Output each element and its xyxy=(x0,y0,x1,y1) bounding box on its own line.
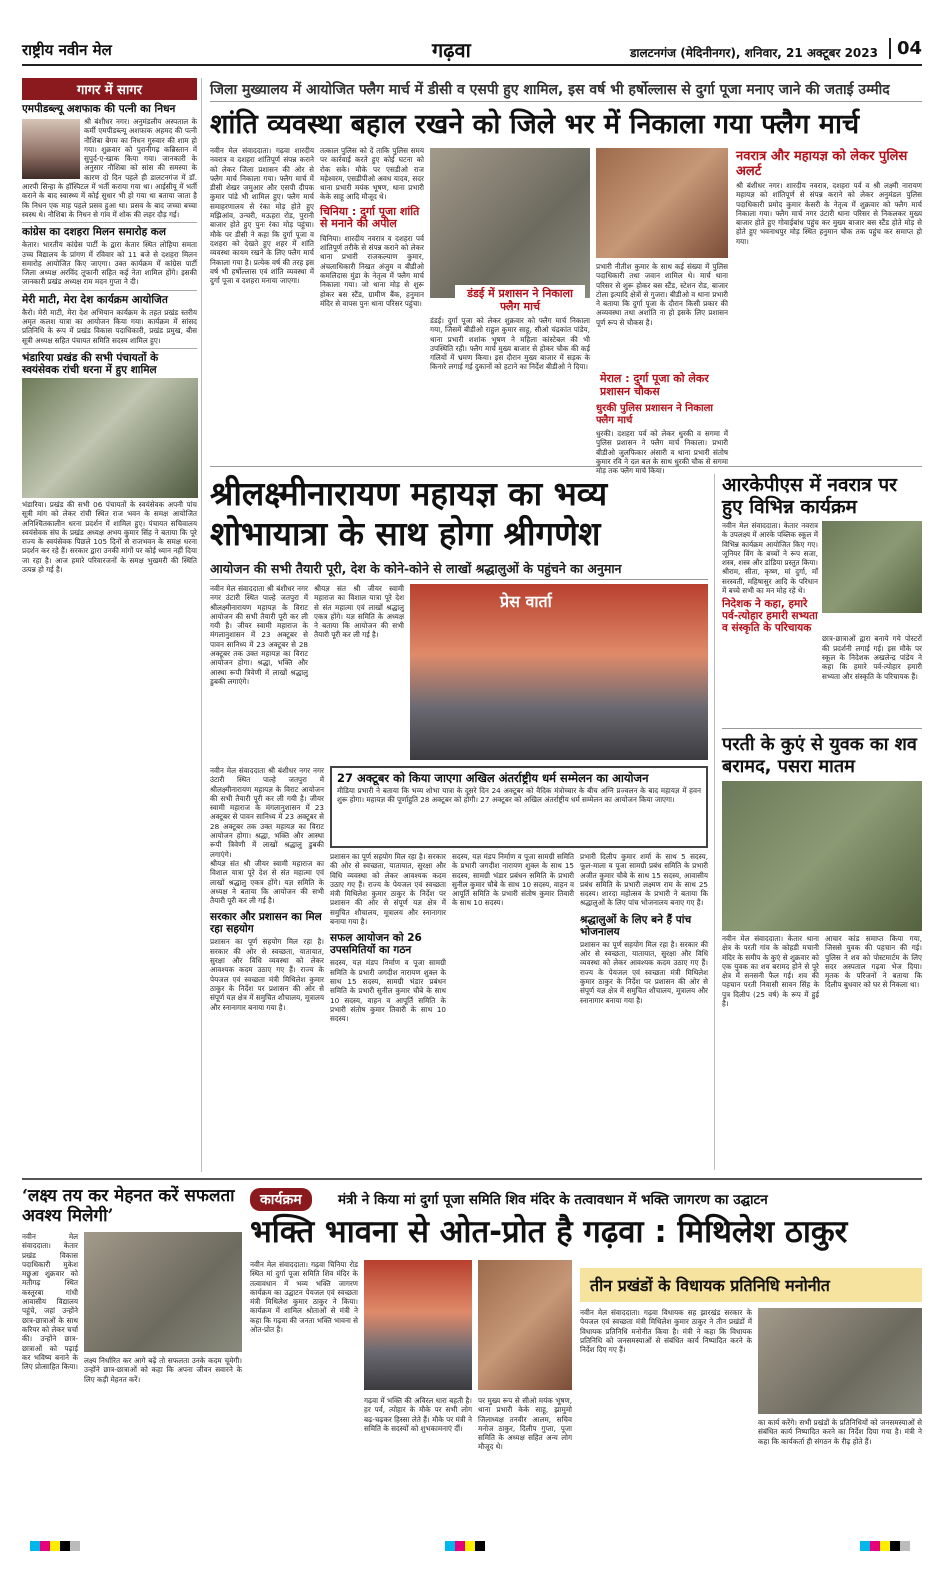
students-photo xyxy=(84,1232,242,1352)
jagran-photo-1 xyxy=(364,1260,472,1390)
registration-marks-right xyxy=(860,1541,910,1551)
bottom-left-story xyxy=(22,1186,242,1536)
portrait-photo xyxy=(22,119,80,179)
left-story-4-head: भंडारिया प्रखंड की सभी पंचायतों के स्वयंसेवक रांची धरना में हुए शामिल xyxy=(22,351,159,376)
top-kicker: जिला मुख्यालय में आयोजित फ्लैग मार्च में डीसी व एसपी हुए शामिल, इस वर्ष भी हर्षोल्लास से दुर्गा पूजा मनाए जाने की जताई उम्मीद xyxy=(210,80,922,102)
top-col-1: नवीन मेल संवाददाता। गढ़वा शारदीय नवरात्र व दशहरा शांतिपूर्ण संपन्न कराने को लेकर जिला प्रशासन की ओर से फ्लैग मार्च निकाला गया। फ्लैग मार्च में डीसी शेखर जमुआर और एसपी दीपक कुमार पांडे भी शामिल हुए। फ्लैग मार्च समाहरणालय से रंका मोड़ होते हुए मझिआंव, उन्चरी, मऊहरा रोड, पुरानी बाजार होते हुए पुनः रंका मोड़ पहुंचा। मौके पर डीसी ने कहा कि दुर्गा पूजा व दशहरा को देखते हुए शहर में शांति व्यवस्था कायम रखने के लिए फ्लैग मार्च निकाला गया है। प्रत्येक वर्ष की तरह इस वर्ष भी हर्षोल्लास एवं शांति व्यवस्था में दुर्गा पूजा व दशहरा मनाया जाएगा। xyxy=(210,146,314,286)
top-col-5 xyxy=(736,146,922,458)
right-story-1-text: नवीन मेल संवाददाता। केतार नवरात्र के उपलक्ष्य में आरके पब्लिक स्कूल में विभिन्न कार्यक्रम आयोजित किए गए। जूनियर विंग के बच्चों ने रूप सजा, शस्त्र, शस्त्र और डांडिया प्रस्तुत किया। श्रीराम, सीता, कृष्ण, मां दुर्गा, माँ सरस्वती, महिषासुर आदि के परिधान में बच्चे सभी का मन मोह रहे थे। xyxy=(722,521,818,596)
police-alert-head: नवरात्र और महायज्ञ को लेकर पुलिस अलर्ट xyxy=(736,149,908,179)
chiniya-subhead: चिनिया : दुर्गा पूजा शांति से मनाने की अपील xyxy=(320,204,420,230)
bottom-headline: भक्ति भावना से ओत-प्रोत है गढ़वा : मिथिलेश ठाकुर xyxy=(250,1214,848,1250)
director-quote: निदेशक ने कहा, हमारे पर्व-त्योहार हमारी सभ्यता व संस्कृति के परिचायक xyxy=(722,598,818,635)
rule-bottom xyxy=(22,1178,922,1180)
crowd-photo xyxy=(722,781,922,931)
conference-box xyxy=(330,766,708,848)
left-column xyxy=(22,78,202,1172)
mid-col-4: सदस्य, यज्ञ मंडप निर्माण व पूजा सामग्री समिति के प्रभारी जगदीश नारायण शुक्ल के साथ 15 सदस्य, सामग्री भंडार प्रबंधन समिति के प्रभारी सुनील कुमार चौबे के साथ 10 सदस्य, वाहन व आपूर्ति समिति के प्रभारी संतोष कुमार तिवारी के साथ 10 सदस्य। xyxy=(452,852,574,908)
top-col-4b-text: धुरकी। दशहरा पर्व को लेकर धुरकी व सगमा में पुलिस प्रशासन ने फ्लैग मार्च निकाला। प्रभारी बीडीओ जुलफिकार अंसारी व थाना प्रभारी संतोष कुमार रवि ने दल बल के साथ धुरकी चौक से सगमा मोड़ तक फ्लैग मार्च किया। xyxy=(596,429,728,476)
registration-marks-left xyxy=(30,1541,80,1551)
mla-headline: तीन प्रखंडों के विधायक प्रतिनिधि मनोनीत xyxy=(590,1276,830,1295)
press-conference-photo xyxy=(410,584,708,760)
mid-col-5 xyxy=(580,852,708,1170)
conference-box-head: 27 अक्टूबर को किया जाएगा अखिल अंतर्राष्ट्रीय धर्म सम्मेलन का आयोजन xyxy=(337,771,649,785)
mla-text-1: नवीन मेल संवाददाता। गढ़वा विधायक सह झारखंड सरकार के पेयजल एवं स्वच्छता मंत्री मिथिलेश कुमार ठाकुर ने तीन प्रखंडों में विधायक प्रतिनिधि मनोनीत किया है। मंत्री ने कहा कि विधायक प्रतिनिधि को जनसमस्याओं से संबंधित कार्य निष्पादित करने के निर्देश दिए गए हैं। xyxy=(580,1308,752,1355)
press-banner-text: प्रेस वार्ता xyxy=(500,592,552,611)
mid-headline: श्रीलक्ष्मीनारायण महायज्ञ का भव्य शोभायात्रा के साथ होगा श्रीगणेश xyxy=(210,474,608,553)
right-story-2 xyxy=(722,734,922,1170)
left-story-3-text: कैरो। मेरी माटी, मेरा देश अभियान कार्यक्रम के तहत प्रखंड स्तरीय अमृत कलश यात्रा का आयोजन किया गया। कार्यक्रम में सांसद प्रतिनिधि के रूप में प्रखंड विकास पदाधिकारी, प्रखंड प्रमुख, बीस सूत्री अध्यक्ष सहित पंचायत समिति सदस्य शामिल हुए। xyxy=(22,307,197,345)
career-text-1: नवीन मेल संवाददाता। केतार प्रखंड विकास पदाधिकारी मुकेश मछुआ शुक्रवार को मतीगढ़ स्थित कस्तूरबा गांधी आवासीय विद्यालय पहुंचे, जहां उन्होंने छात्र-छात्राओं के साथ करियर को लेकर चर्चा की। उन्होंने छात्र-छात्राओं को पढ़ाई कर भविष्य बनाने के लिए प्रोत्साहित किया। xyxy=(22,1232,78,1372)
school-event-photo xyxy=(822,521,922,613)
mid-subhead-2: सरकार और प्रशासन का मिल रहा सहयोग xyxy=(210,911,322,936)
conference-box-text: मीडिया प्रभारी ने बताया कि भव्य शोभा यात्रा के दूसरे दिन 24 अक्टूबर को वैदिक मंत्रोच्चार के बीच अग्नि प्रज्वलन के बाद महायज्ञ में हवन शुरू होगा। महायज्ञ की पूर्णाहुति 28 अक्टूबर को होगी। 27 अक्टूबर को अखिल अंतर्राष्ट्रीय धर्म सम्मेलन का आयोजन किया जाएगा। xyxy=(337,786,701,805)
right-story-1-head: आरकेपीएस में नवरात्र पर हुए विभिन्न कार्यक्रम xyxy=(722,474,897,518)
bottom-col-2: गढ़वा में भक्ति की अविरल धारा बहती है। हर पर्व, त्योहार के मौके पर सभी लोग बढ़-चढ़कर हिस्सा लेते हैं। मौके पर मंत्री ने समिति के सदस्यों को शुभकामनाएं दीं। xyxy=(364,1396,472,1433)
mid-col-2: श्रीयज्ञ संत श्री जीयर स्वामी महाराज का विशाल यात्रा पूरे देश से संत महात्मा एवं लाखों श्रद्धालु एकत्र होंगे। यज्ञ समिति के अध्यक्ष ने बताया कि आयोजन की सभी तैयारी पूरी कर ली गई है। xyxy=(314,584,404,640)
mid-col-3-text: प्रशासन का पूर्ण सहयोग मिल रहा है। सरकार की ओर से स्वच्छता, यातायात, सुरक्षा और विधि व्यवस्था को लेकर आवश्यक कदम उठाए गए हैं। राज्य के पेयजल एवं स्वच्छता मंत्री मिथिलेश कुमार ठाकुर के निर्देश पर प्रशासन की ओर से संपूर्ण यज्ञ क्षेत्र में समुचित शौचालय, मूत्रालय और स्नानागार बनाया गया है। xyxy=(330,852,446,927)
mla-head-strip xyxy=(580,1268,922,1302)
right-story-1 xyxy=(722,474,922,724)
program-pill: कार्यक्रम xyxy=(250,1188,312,1211)
mid-subhead-1: सफल आयोजन को 26 उपसमितियों का गठन xyxy=(330,932,422,957)
mid-col-1c-text: श्रीयज्ञ संत श्री जीयर स्वामी महाराज का विशाल यात्रा पूरे देश से संत महात्मा एवं लाखों श्रद्धालु एकत्र होंगे। यज्ञ समिति के अध्यक्ष ने बताया कि आयोजन की सभी तैयारी पूरी कर ली गई है। xyxy=(210,858,324,906)
dandai-caption: डंडई में प्रशासन ने निकाला फ्लैग मार्च xyxy=(455,285,585,315)
jagran-photo-2 xyxy=(478,1260,572,1390)
mla-photo xyxy=(758,1308,922,1414)
gate-photo xyxy=(22,378,198,498)
mid-col-1: नवीन मेल संवाददाता श्री बंशीधर नगर नगर उंटारी स्थित पाल्हे जतपुरा में श्रीलक्ष्मीनारायण महायज्ञ के विराट आयोजन की सभी तैयारी पूरी कर ली गयी है। जीयर स्वामी महाराज के मंगलानुशासन में 23 अक्टूबर से पावन सानिध्य में 23 अक्टूबर से 28 अक्टूबर तक उक्त महायज्ञ का विराट आयोजन होगा। श्रद्धा, भक्ति और आस्था रूपी त्रिवेणी में लाखों श्रद्धालु डुबकी लगाएंगे। xyxy=(210,584,308,686)
newspaper-logo: राष्ट्रीय नवीन मेल xyxy=(22,41,112,59)
left-story-3-head: मेरी माटी, मेरा देश कार्यक्रम आयोजित xyxy=(22,293,168,306)
career-text-2: लक्ष्य निर्धारित कर आगे बढ़ें तो सफलता उनके कदम चूमेगी। उन्होंने छात्र-छात्राओं को कहा कि अपना जीवन सवारने के लिए कड़ी मेहनत करें। xyxy=(84,1356,242,1384)
left-story-4-text: भंडारिया। प्रखंड की सभी 06 पंचायतों के स्वयंसेवक अपनी पांच सूत्री मांग को लेकर रांची स्थित राज भवन के समक्ष आयोजित अनिश्चितकालीन धरना प्रदर्शन में शामिल हुए। पंचायत सचिवालय स्वयंसेवक संघ के प्रखंड अध्यक्ष अभय कुमार सिंह ने बताया कि पूरे राज्य के स्वयंसेवक पिछले 105 दिनों से राजभवन के समक्ष धरना प्रदर्शन कर रहे हैं। सरकार द्वारा उनकी मांगों पर कोई ध्यान नहीं दिया जा रहा है। आज हमारे परिवारजनों के समक्ष भुखमरी की स्थिति उत्पन्न हो गई है। xyxy=(22,499,197,575)
right-story-2-head: परती के कुएं से युवक का शव बरामद, पसरा मातम xyxy=(722,734,917,777)
flag-march-photo-2 xyxy=(596,148,728,258)
right-story-2b-text: आचार कांड समाप्त किया गया, जिससे युवक की पहचान की गई। पुलिस ने शव को पोस्टमार्टम के लिए सदर अस्पताल गढ़वा भेज दिया। मृतक के परिजनों ने बताया कि दिलीप बुधवार को घर से निकला था। xyxy=(825,934,922,990)
top-col-2 xyxy=(320,146,424,458)
flag-march-photo-1 xyxy=(430,148,590,298)
section-name: गढ़वा xyxy=(432,38,471,62)
masthead xyxy=(22,36,922,66)
mla-text-2: का कार्य करेंगे। सभी प्रखंडों के प्रतिनिधियों को जनसमस्याओं से संबंधित कार्य निष्पादित करने का निर्देश दिया गया है। मंत्री ने कहा कि कार्यकर्ता ही संगठन के रीढ़ होते हैं। xyxy=(758,1418,922,1446)
mid-col-3b-text: सदस्य, यज्ञ मंडप निर्माण व पूजा सामग्री समिति के प्रभारी जगदीश नारायण शुक्ल के साथ 15 सदस्य, सामग्री भंडार प्रबंधन समिति के प्रभारी सुनील कुमार चौबे के साथ 10 सदस्य, वाहन व आपूर्ति समिति के प्रभारी संतोष कुमार तिवारी के साथ 10 सदस्य। xyxy=(330,958,446,1024)
rule-mid-right xyxy=(714,474,715,1170)
left-story-2-text: केतार। भारतीय कांग्रेस पार्टी के द्वारा केतार स्थित लोहिया समता उच्च विद्यालय के प्रांगण में रविवार को 11 बजे से दशहरा मिलन समारोह आयोजित किए जाएगा। उक्त कार्यक्रम में कांग्रेस पार्टी जिला अध्यक्ष अरविंद तूफानी सहित कई नेता शामिल होंगे। इसकी जानकारी प्रखंड अध्यक्ष राम मदन गुप्ता ने दी। xyxy=(22,240,197,287)
mid-col-1b-text: नवीन मेल संवाददाता श्री बंशीधर नगर नगर उंटारी स्थित पाल्हे जतपुरा में श्रीलक्ष्मीनारायण महायज्ञ के विराट आयोजन की सभी तैयारी पूरी कर ली गयी है। जीयर स्वामी महाराज के मंगलानुशासन में 23 अक्टूबर से पावन सानिध्य में 23 अक्टूबर से 28 अक्टूबर तक उक्त महायज्ञ का विराट आयोजन होगा। श्रद्धा, भक्ति और आस्था रूपी त्रिवेणी में लाखों श्रद्धालु डुबकी लगाएंगे। xyxy=(210,766,324,859)
top-col-5-text: श्री बंशीधर नगर। शारदीय नवरात्र, दशहरा पर्व व श्री लक्ष्मी नारायण महायज्ञ को शांतिपूर्ण से संपन्न कराने को लेकर अनुमंडल पुलिस पदाधिकारी प्रमोद कुमार केसरी के नेतृत्व में शुक्रवार को फ्लैग मार्च निकाला गया। फ्लैग मार्च नगर उंटारी थाना परिसर से निकलकर मुख्य बाजार होते हुए गोवाईबांध पहुंच कर मुख्य बाजार बस स्टैंड होते मोड़ से होते हुए भवनाथपुर मोड़ स्थित हनुमान चौक तक पहुंच कर समाप्त हो गया। xyxy=(736,181,922,246)
right-story-2-text: नवीन मेल संवाददाता। केतार थाना क्षेत्र के परती गांव के कोहडी मचानी मंदिर के समीप के कुएं से शुक्रवार को एक युवक का शव बरामद होने से पूरे क्षेत्र में सनसनी फैल गई। शव की पहचान परती निवासी सावन सिंह के पुत्र दिलीप (25 वर्ष) के रूप में हुई है। xyxy=(722,934,819,1009)
right-story-1b-text: छात्र-छात्राओं द्वारा बनाये गये पोस्टरों की प्रदर्शनी लगाई गई। इस मौके पर स्कूल के निदेशक अखलेन्द्र पांडेय ने कहा कि हमारे पर्व-त्योहार हमारी सभ्यता और संस्कृति के परिचायक हैं। xyxy=(822,634,922,681)
left-story-1-text: श्री बंशीधर नगर। अनुमंडलीय अस्पताल के कर्मी एमपीडब्ल्यू अशफाक अहमद की पत्नी नौशिबा बेगम का निधन गुरुवार की शाम हो गया। शुक्रवार को पुरानीगढ़ कब्रिस्तान में सुपुर्द-ए-खाक किया गया। जानकारी के अनुसार नौशिबा को सांस की समस्या के कारण दो दिन पहले ही डालटनगंज में डॉ. आरपी सिन्हा के हॉस्पिटल में भर्ती कराया गया था। आईसीयू में भर्ती कराने के बाद स्वास्थ्य में कोई सुधार भी हो गया था बताया जाता है कि निधन एक माह पहले प्रसव हुआ था। प्रसव के बाद जच्चा बच्चा स्वस्थ थे। नौशिबा के निधन से गांव में शोक की लहर दौड़ गई। xyxy=(22,117,197,219)
mid-col-1b xyxy=(210,766,324,1170)
top-col-2b-text: चिनिया। शारदीय नवरात्र व दशहरा पर्व शांतिपूर्ण तरीके से संपन्न कराने को लेकर थाना प्रभारी राजकल्याण कुमार, अंचलाधिकारी निखत अंजुम व बीडीओ कमलिदास मुंडा के नेतृत्व में फ्लैग मार्च निकाला गया। जो थाना मोड़ से शुरू होकर बस स्टैंड, ग्रामीण बैंक, हनुमान मंदिर से वापस पुनः थाना परिसर पहुंचा। xyxy=(320,233,424,308)
rule-right xyxy=(722,728,922,729)
page-number: 04 xyxy=(889,38,922,59)
career-quote-head: ‘लक्ष्य तय कर मेहनत करें सफलता अवश्य मिलेगी’ xyxy=(22,1186,235,1226)
left-banner: गागर में सागर xyxy=(22,78,197,100)
mid-col-5b-text: प्रशासन का पूर्ण सहयोग मिल रहा है। सरकार की ओर से स्वच्छता, यातायात, सुरक्षा और विधि व्यवस्था को लेकर आवश्यक कदम उठाए गए हैं। राज्य के पेयजल एवं स्वच्छता मंत्री मिथिलेश कुमार ठाकुर के निर्देश पर प्रशासन की ओर से संपूर्ण यज्ञ क्षेत्र में समुचित शौचालय, मूत्रालय और स्नानागार बनाया गया है। xyxy=(580,939,708,1005)
bottom-kicker: मंत्री ने किया मां दुर्गा पूजा समिति शिव मंदिर के तत्वावधान में भक्ति जागरण का उद्घाटन xyxy=(338,1192,768,1208)
top-col-3: डंडई। दुर्गा पूजा को लेकर शुक्रवार को फ्लैग मार्च निकाला गया, जिसमें बीडीओ राहुल कुमार साहू, सीओ चंद्रकांत पांडेय, थाना प्रभारी शशांक भूषण ने महिला कांस्टेबल की भी उपस्थिति रही। फ्लैग मार्च मुख्य बाजार से होकर चौक की कई गलियों में भ्रमण किया। इस दौरान मुख्य बाजार में सड़क के किनारे लगाई गई दुकानों को हटाने का निर्देश बीडीओ ने दिया। xyxy=(430,316,590,372)
top-headline: शांति व्यवस्था बहाल रखने को जिले भर में निकाला गया फ्लैग मार्च xyxy=(210,109,860,140)
registration-marks-center xyxy=(445,1541,485,1551)
mid-subhead-3: श्रद्धालुओं के लिए बने हैं पांच भोजनालय xyxy=(580,913,692,938)
meral-caption: मेराल : दुर्गा पूजा को लेकर प्रशासन चौकस xyxy=(596,370,728,400)
top-col-4b xyxy=(596,400,728,476)
top-col-4: प्रभारी नीतीश कुमार के साथ कई संख्या में पुलिस पदाधिकारी तथा जवान शामिल थे। मार्च थाना परिसर से शुरू होकर बस स्टैंड, स्टेशन रोड, बाजार टोला इत्यादि क्षेत्रों से गुजरा। बीडीओ व थाना प्रभारी ने बताया कि दुर्गा पूजा के दौरान किसी प्रकार की अव्यवस्था तथा अशांति ना हो इसके लिए प्रशासन पूर्ण रूप से चौकस है। xyxy=(596,262,728,327)
top-col-2-text: तत्काल पुलिस को दें ताकि पुलिस समय पर कार्रवाई करते हुए कोई घटना को रोक सके। मौके पर एसडीओ राज महेश्वरम, एसडीपीओ अवध यादव, सदर थाना प्रभारी मयंक भूषण, थाना प्रभारी केके साहू आदि मौजूद थे। xyxy=(320,146,424,202)
mid-col-3 xyxy=(330,852,446,1170)
mid-col-5-text: प्रभारी दिलीप कुमार शर्मा के साथ 5 सदस्य, फूल-माला व पूजा सामग्री प्रबंध समिति के प्रभारी अजीत कुमार चौबे के साथ 15 सदस्य, आवासीय प्रबंध समिति के प्रभारी लक्ष्मण राम के साथ 25 सदस्य। शारदा महोत्सव के प्रभारी ने बताया कि श्रद्धालुओं के लिए पांच भोजनालय बनाए गए हैं। xyxy=(580,852,708,908)
mid-deck: आयोजन की सभी तैयारी पूरी, देश के कोने-कोने से लाखों श्रद्धालुओं के पहुंचने का अनुमान xyxy=(210,560,708,580)
bottom-col-3: पर मुख्य रूप से सीओ मयंक भूषण, थाना प्रभारी केके साहू, झामुमो जिलाध्यक्ष तनवीर आलम, सचिव मनोज ठाकुर, दिलीप गुप्ता, पूजा समिति के अध्यक्ष सहित अन्य लोग मौजूद थे। xyxy=(478,1396,572,1452)
left-story-1-head: एमपीडब्ल्यू अशफाक की पत्नी का निधन xyxy=(22,103,176,115)
mid-col-1d-text: प्रशासन का पूर्ण सहयोग मिल रहा है। सरकार की ओर से स्वच्छता, यातायात, सुरक्षा और विधि व्यवस्था को लेकर आवश्यक कदम उठाए गए हैं। राज्य के पेयजल एवं स्वच्छता मंत्री मिथिलेश कुमार ठाकुर के निर्देश पर प्रशासन की ओर से संपूर्ण यज्ञ क्षेत्र में समुचित शौचालय, मूत्रालय और स्नानागार बनाया गया है। xyxy=(210,937,324,1012)
dhurki-subhead: धुरकी पुलिस प्रशासन ने निकाला फ्लैग मार्च xyxy=(596,403,713,426)
bottom-col-1: नवीन मेल संवाददाता। गढ़वा चिनिया रोड स्थित मां दुर्गा पूजा समिति शिव मंदिर के तत्वावधान में भव्य भक्ति जागरण कार्यक्रम का उद्घाटन पेयजल एवं स्वच्छता मंत्री मिथिलेश कुमार ठाकुर ने किया। कार्यक्रम में शामिल श्रोताओं से मंत्री ने कहा कि गढ़वा की जनता भक्ति भावना से ओत-प्रोत है। xyxy=(250,1260,358,1335)
left-story-2-head: कांग्रेस का दशहरा मिलन समारोह कल xyxy=(22,226,166,239)
dateline: डालटनगंज (मेदिनीनगर), शनिवार, 21 अक्टूबर 2023 xyxy=(630,46,878,60)
rule-top xyxy=(210,466,922,467)
